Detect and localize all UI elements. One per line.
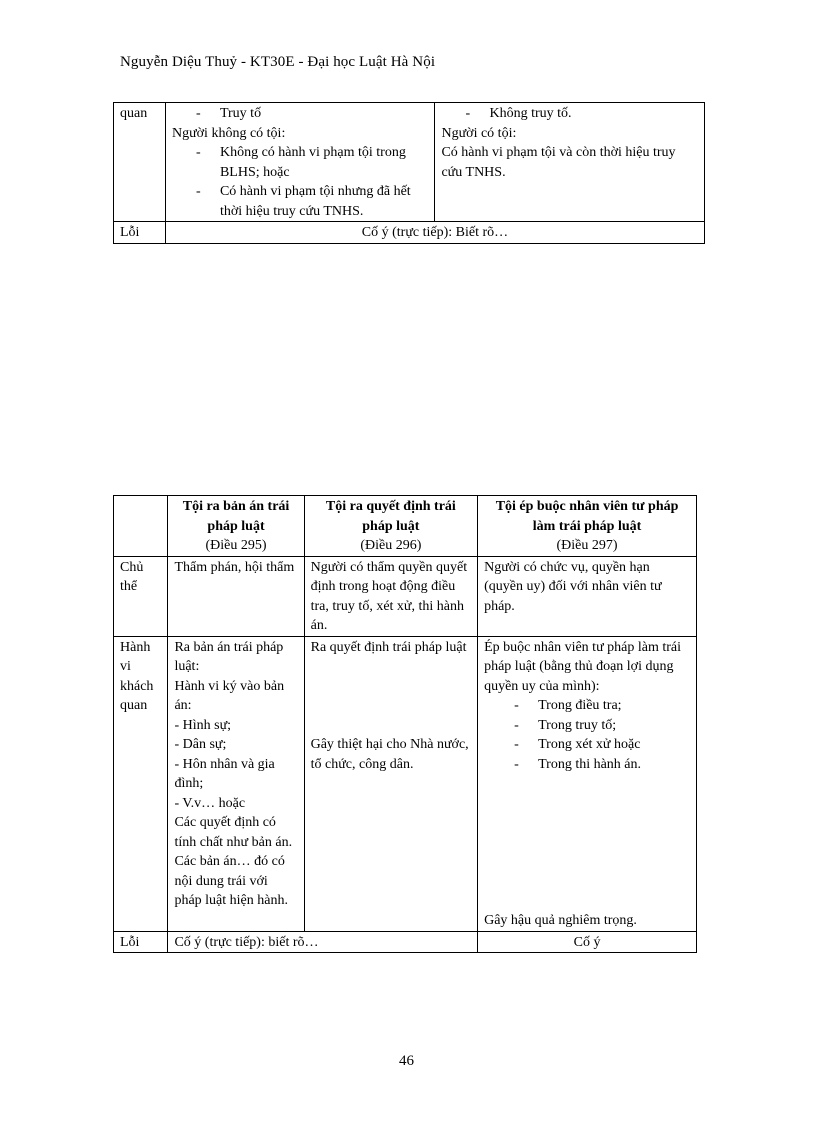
cell: Thẩm phán, hội thẩm [168,556,304,636]
row-label-fault: Lỗi [114,222,166,244]
header-article-295: Tội ra bản án trái pháp luật (Điều 295) [168,496,304,557]
page-number: 46 [399,1053,414,1069]
cell-text: Có hành vi phạm tội và còn thời hiệu truy cứu TNHS. [441,145,676,180]
table-row [114,103,705,222]
list-item: - Trong thi hành án. [484,755,690,775]
subhead: Người có tội: [441,125,517,141]
list-item: - Truy tố [172,104,429,124]
table-row [114,636,697,931]
subhead: Người không có tội: [171,125,286,141]
list-item: - Không truy tố. [441,104,698,124]
list-item: - Trong truy tố; [484,716,690,736]
list-item: - Không có hành vi phạm tội trong BLHS; hoặc [172,143,429,182]
list-item: - Trong điều tra; [484,696,690,716]
table-header-row [114,496,697,557]
list-item: - Trong xét xử hoặc [484,735,690,755]
cell-indictment [165,103,435,222]
cell-fault: Cố ý (trực tiếp): Biết rõ… [165,222,704,244]
crimes-comparison-table [113,495,697,953]
cell-act-295: Ra bản án trái pháp luật: Hành vi ký vào bản án: - Hình sự; - Dân sự; - Hôn nhân và gia đình; - V.v… hoặc Các quyết định có tính chất như bản án. Các bản án… đó có nội dung trái với pháp luật hiện hành. [168,636,304,931]
row-label-act: Hành vi khách quan [114,636,168,931]
row-label-fault: Lỗi [114,931,168,953]
row-label-subject: Chủ thể [114,556,168,636]
table-row [114,222,705,244]
cell: Người có thẩm quyền quyết định trong hoạt động điều tra, truy tố, xét xử, thi hành án. [304,556,477,636]
cell-no-indictment [435,103,705,222]
table-row [114,931,697,953]
cell-act-297: Ép buộc nhân viên tư pháp làm trái pháp luật (bằng thủ đoạn lợi dụng quyền uy của mình): - Trong điều tra; - Trong truy tố; - Trong xét xử hoặc - Trong thi hành án. Gây hậu quả nghiêm trọng. [478,636,697,931]
cell-fault-297: Cố ý [478,931,697,953]
list-item: - Có hành vi phạm tội nhưng đã hết thời hiệu truy cứu TNHS. [172,182,429,221]
cell-act-296: Ra quyết định trái pháp luật Gây thiệt hại cho Nhà nước, tổ chức, công dân. [304,636,477,931]
page-header: Nguyễn Diệu Thuỷ - KT30E - Đại học Luật Hà Nội [120,54,436,70]
header-article-296: Tội ra quyết định trái pháp luật (Điều 296) [304,496,477,557]
row-label-quan: quan [114,103,166,222]
cell-fault-295-296: Cố ý (trực tiếp): biết rõ… [168,931,478,953]
cell: Người có chức vụ, quyền hạn (quyền uy) đối với nhân viên tư pháp. [478,556,697,636]
table-continued [113,102,705,244]
header-article-297: Tội ép buộc nhân viên tư pháp làm trái pháp luật (Điều 297) [478,496,697,557]
corner-cell [114,496,168,557]
table-row [114,556,697,636]
